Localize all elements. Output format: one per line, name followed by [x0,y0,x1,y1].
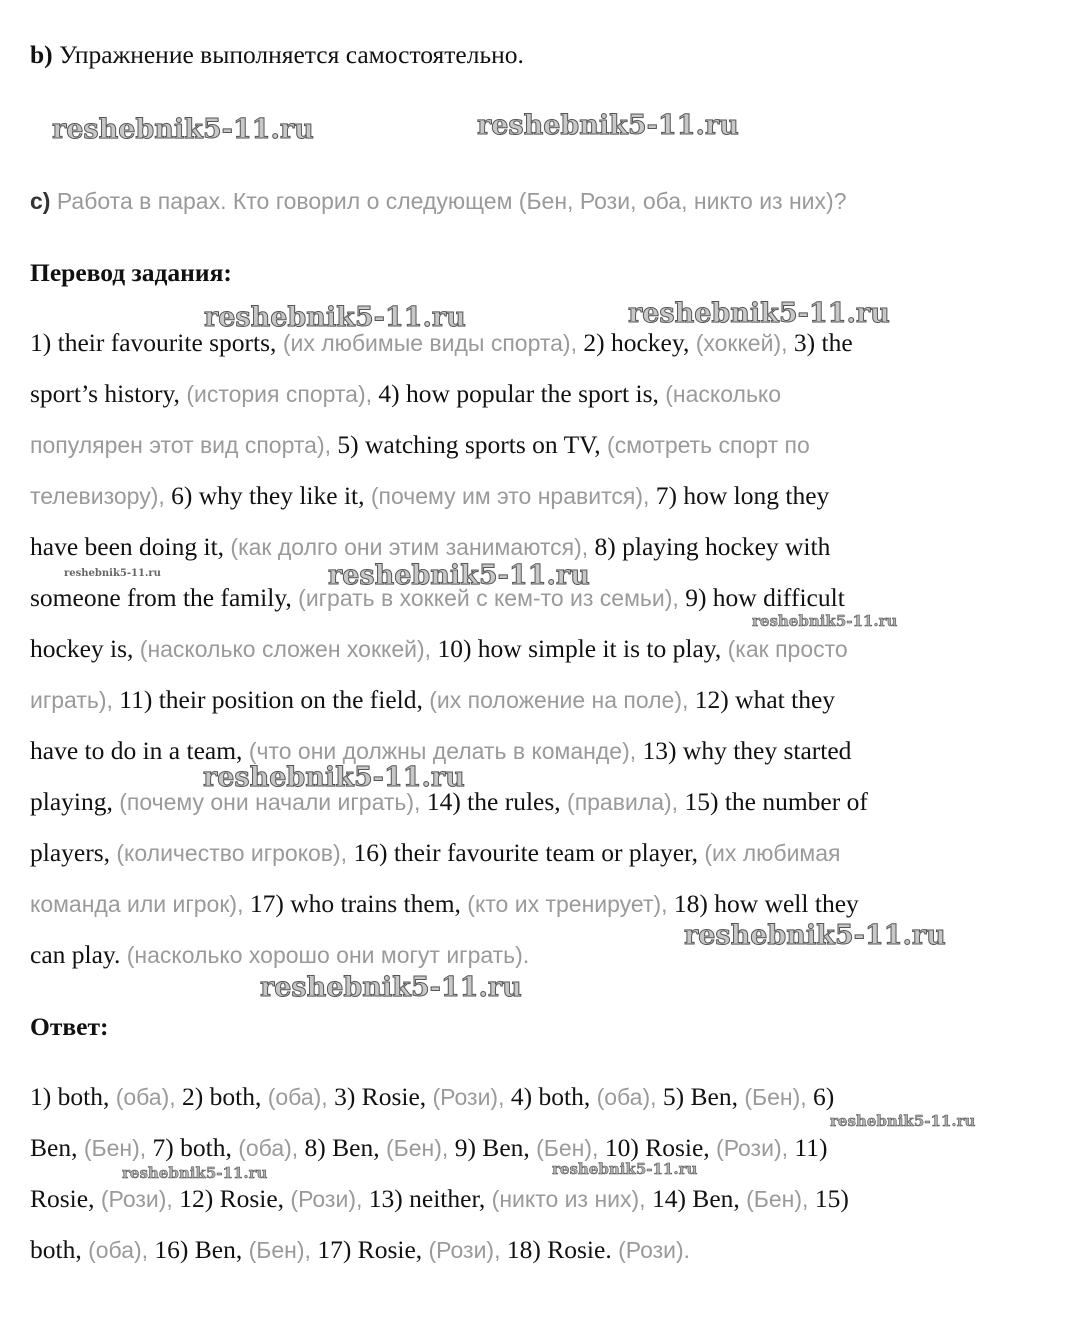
english-text: someone from the family, [30,583,299,612]
translation-line [30,634,848,664]
english-text: 5) Ben, [662,1082,745,1111]
section-b-text: Упражнение выполняется самостоятельно. [52,40,524,69]
english-text: 2) hockey, [583,328,696,357]
russian-translation: (Бен), [248,1237,318,1263]
translation-line [30,430,810,460]
english-text: 6) [813,1082,835,1111]
russian-translation: (что они должны делать в команде), [248,738,643,764]
english-text: sport’s history, [30,379,187,408]
russian-translation: (почему они начали играть), [119,789,427,815]
english-text: 17) Rosie, [317,1235,429,1264]
russian-translation: (оба), [267,1084,335,1110]
english-text: 16) their favourite team or player, [353,838,705,867]
russian-translation: (оба), [238,1135,305,1161]
watermark: reshebnik5-11.ru [328,560,590,591]
english-text: have to do in a team, [30,736,249,765]
russian-translation: (Бен), [536,1135,605,1161]
russian-translation: (никто из них), [491,1186,652,1212]
russian-translation: (насколько хорошо они могут играть). [126,942,530,968]
watermark: reshebnik5-11.ru [684,920,946,951]
russian-translation: (правила), [567,789,685,815]
russian-translation: (Рози), [290,1186,369,1212]
russian-translation: (как долго они этим занимаются), [230,534,595,560]
russian-translation: (оба), [596,1084,663,1110]
russian-translation: (Рози), [432,1084,511,1110]
english-text: 11) [794,1133,828,1162]
russian-translation: команда или игрок), [30,891,250,917]
english-text: can play. [30,940,127,969]
english-text: 18) Rosie. [506,1235,619,1264]
russian-translation: (как просто [727,636,848,662]
english-text: hockey is, [30,634,140,663]
english-text: 14) the rules, [426,787,568,816]
english-text: 16) Ben, [154,1235,249,1264]
english-text: 8) playing hockey with [594,532,831,561]
russian-translation: (насколько сложен хоккей), [139,636,438,662]
section-c [30,186,846,216]
russian-translation: (Бен), [744,1084,814,1110]
translation-line [30,940,529,970]
watermark: reshebnik5-11.ru [204,302,466,333]
translation-line [30,889,859,919]
russian-translation: популярен этот вид спорта), [30,432,338,458]
watermark: reshebnik5-11.ru [203,762,465,793]
english-text: 1) their favourite sports, [30,328,283,357]
translation-line [30,532,830,562]
watermark: reshebnik5-11.ru [628,298,890,329]
russian-translation: (хоккей), [695,330,794,356]
english-text: 7) how long they [655,481,830,510]
english-text: 4) both, [510,1082,597,1111]
english-text: 10) how simple it is to play, [437,634,728,663]
watermark: reshebnik5-11.ru [52,114,314,145]
english-text: 3) Rosie, [334,1082,433,1111]
russian-translation: (Рози), [716,1135,795,1161]
watermark: reshebnik5-11.ru [64,568,161,579]
english-text: 12) what they [694,685,836,714]
russian-translation: (Бен), [83,1135,153,1161]
russian-translation: (их любимые виды спорта), [282,330,584,356]
russian-translation: (оба), [88,1237,155,1263]
translation-line [30,481,829,511]
english-text: both, [30,1235,89,1264]
section-c-text: Работа в парах. Кто говорил о следующем (Бен, Рози, оба, никто из них)? [50,188,847,214]
russian-translation: (Бен), [746,1186,815,1212]
english-text: have been doing it, [30,532,231,561]
english-text: 17) who trains them, [249,889,468,918]
english-text: 11) their position on the field, [119,685,430,714]
russian-translation: играть), [30,687,120,713]
watermark: reshebnik5-11.ru [830,1112,976,1130]
section-c-letter: c) [30,188,51,214]
answer-line [30,1184,849,1214]
english-text: 14) Ben, [651,1184,747,1213]
english-text: players, [30,838,117,867]
english-text: 15) [814,1184,849,1213]
translation-line [30,379,781,409]
section-b-letter: b) [30,40,53,69]
answer-line [30,1235,690,1265]
english-text: 5) watching sports on TV, [337,430,608,459]
russian-translation: (Рози). [618,1237,691,1263]
english-text: 6) why they like it, [171,481,371,510]
russian-translation: телевизору), [30,483,172,509]
russian-translation: (Рози), [100,1186,180,1212]
english-text: 15) the number of [684,787,868,816]
russian-translation: (кто их тренирует), [467,891,674,917]
english-text: 3) the [793,328,853,357]
english-text: 9) how difficult [685,583,845,612]
english-text: 2) both, [182,1082,268,1111]
watermark: reshebnik5-11.ru [752,612,898,630]
translation-line [30,838,841,868]
english-text: 13) neither, [368,1184,492,1213]
translation-line [30,685,835,715]
english-text: 1) both, [30,1082,116,1111]
russian-translation: (количество игроков), [116,840,354,866]
watermark: reshebnik5-11.ru [477,110,739,141]
russian-translation: (история спорта), [186,381,379,407]
russian-translation: (Рози), [428,1237,507,1263]
english-text: playing, [30,787,120,816]
english-text: 9) Ben, [454,1133,537,1162]
translation-heading: Перевод задания: [30,258,232,287]
russian-translation: (оба), [115,1084,183,1110]
english-text: 10) Rosie, [604,1133,717,1162]
russian-translation: (Бен), [386,1135,455,1161]
answer-heading: Ответ: [30,1012,109,1041]
watermark: reshebnik5-11.ru [122,1164,268,1182]
english-text: 13) why they started [642,736,852,765]
english-text: 12) Rosie, [179,1184,291,1213]
russian-translation: (играть в хоккей с кем-то из семьи), [298,585,686,611]
russian-translation: (насколько [665,381,782,407]
russian-translation: (их положение на поле), [429,687,695,713]
english-text: 4) how popular the sport is, [378,379,666,408]
answer-line [30,1133,827,1163]
watermark: reshebnik5-11.ru [260,972,522,1003]
english-text: Rosie, [30,1184,101,1213]
english-text: 7) both, [152,1133,239,1162]
russian-translation: (смотреть спорт по [607,432,810,458]
russian-translation: (их любимая [704,840,841,866]
english-text: 8) Ben, [304,1133,386,1162]
english-text: 18) how well they [673,889,859,918]
watermark: reshebnik5-11.ru [552,1160,698,1178]
section-b [30,40,524,70]
answer-line [30,1082,834,1112]
russian-translation: (почему им это нравится), [370,483,656,509]
english-text: Ben, [30,1133,84,1162]
